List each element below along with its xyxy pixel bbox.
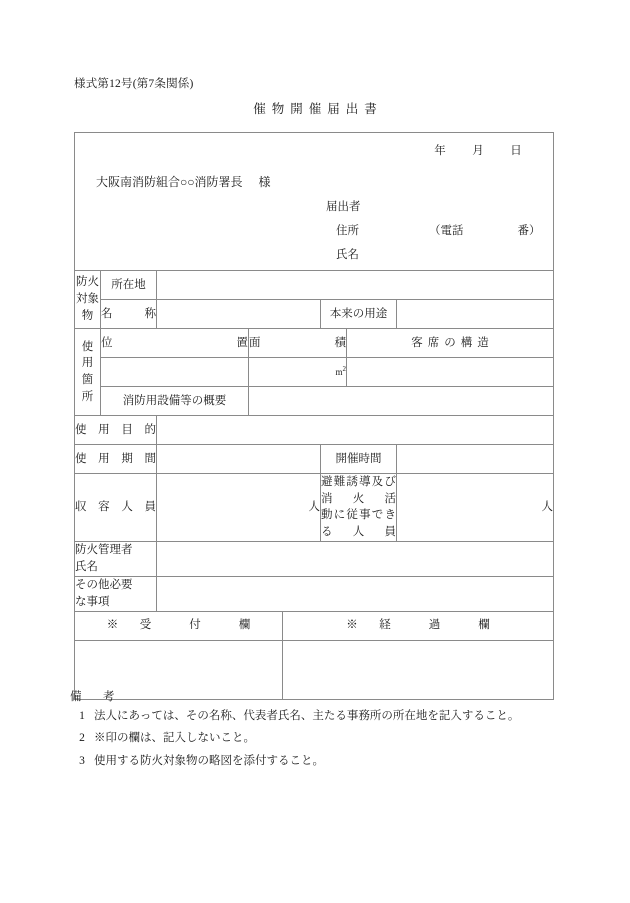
other-matters-label	[75, 576, 157, 611]
addressee-honorific: 様	[258, 175, 271, 189]
fire-equipment-label: 消防用設備等の概要	[101, 387, 249, 416]
evacuation-staff-label-line-1: 避難誘導及び消火活	[321, 476, 396, 505]
fire-manager-label-line-1: 防火管理者	[75, 544, 133, 557]
area-unit: $m^2$	[335, 364, 346, 377]
seat-structure-value[interactable]	[347, 358, 554, 387]
other-matters-row	[75, 576, 554, 611]
application-form-table	[74, 132, 554, 700]
notes-title: 備 考	[70, 691, 120, 703]
note-item	[70, 708, 570, 725]
note-text: ※印の欄は、記入しないこと。	[94, 732, 255, 745]
event-time-value[interactable]	[397, 445, 554, 474]
month-label: 月	[472, 145, 484, 157]
purpose-value[interactable]	[157, 416, 554, 445]
day-label: 日	[510, 145, 522, 157]
official-use-header-row	[75, 611, 554, 640]
other-matters-label-line-1: その他必要	[75, 579, 133, 592]
reception-column-label: ※ 受 付 欄	[75, 611, 283, 640]
capacity-label: 収容人員	[75, 474, 157, 542]
note-text: 使用する防火対象物の略図を添付すること。	[94, 754, 324, 767]
usage-place-label-line-2: 用	[81, 357, 94, 370]
capacity-value[interactable]	[157, 474, 321, 542]
usage-place-label-line-4: 所	[81, 390, 94, 403]
building-location-row	[75, 271, 554, 300]
usage-place-vertical-label	[75, 329, 101, 416]
applicant-label: 届出者	[326, 201, 361, 213]
original-use-value[interactable]	[397, 300, 554, 329]
event-time-label: 開催時間	[321, 445, 397, 474]
usage-place-header-row	[75, 329, 554, 358]
building-name-label: 名 称	[101, 300, 157, 329]
position-column-label: 位 置	[101, 329, 249, 358]
purpose-label: 使用目的	[75, 416, 157, 445]
fire-equipment-value[interactable]	[249, 387, 554, 416]
fire-manager-label-line-2: 氏名	[75, 560, 98, 573]
applicant-name-label: 氏名	[336, 249, 359, 261]
building-name-row	[75, 300, 554, 329]
seat-structure-column-label: 客席の構造	[347, 329, 554, 358]
building-location-label: 所在地	[101, 271, 157, 300]
fire-manager-label	[75, 541, 157, 576]
usage-place-value-row	[75, 358, 554, 387]
year-label: 年	[434, 145, 446, 157]
other-matters-value[interactable]	[157, 576, 554, 611]
building-name-value[interactable]	[157, 300, 321, 329]
telephone-close-label: 番）	[517, 225, 541, 237]
building-label-line-2: 対象	[76, 293, 99, 306]
purpose-row	[75, 416, 554, 445]
address-label: 住所	[336, 225, 359, 237]
evacuation-staff-label	[321, 474, 397, 542]
capacity-row	[75, 474, 554, 542]
fire-manager-value[interactable]	[157, 541, 554, 576]
period-value[interactable]	[157, 445, 321, 474]
note-number: 3	[79, 754, 85, 767]
building-vertical-label	[75, 271, 101, 329]
usage-place-label-line-3: 箇	[81, 374, 94, 386]
date-line	[421, 143, 535, 160]
applicant-address-line	[336, 223, 541, 240]
fire-equipment-row	[75, 387, 554, 416]
telephone-open-label: （電話	[429, 225, 464, 237]
evacuation-staff-label-line-2: 動に従事できる人員	[321, 509, 396, 539]
note-text: 法人にあっては、その名称、代表者氏名、主たる事務所の所在地を記入すること。	[94, 710, 520, 722]
area-column-label: 面 積	[249, 329, 347, 358]
building-location-value[interactable]	[157, 271, 554, 300]
note-item	[70, 730, 570, 747]
note-number: 1	[79, 710, 85, 722]
note-item	[70, 753, 570, 770]
period-label: 使用期間	[75, 445, 157, 474]
original-use-label: 本来の用途	[321, 300, 397, 329]
period-row	[75, 445, 554, 474]
form-header-row	[75, 133, 554, 271]
form-number: 様式第12号(第7条関係)	[74, 78, 194, 90]
note-number: 2	[79, 732, 85, 745]
evacuation-staff-unit: 人	[541, 501, 554, 513]
usage-place-label-line-1: 使	[81, 340, 94, 353]
position-value[interactable]	[101, 358, 249, 387]
notes-section	[70, 688, 570, 775]
other-matters-label-line-2: な事項	[75, 595, 110, 608]
building-label-line-1: 防火	[76, 276, 99, 289]
capacity-unit: 人	[308, 501, 320, 513]
addressee-line	[96, 174, 271, 191]
fire-manager-row	[75, 541, 554, 576]
addressee-name: 大阪南消防組合○○消防署長	[96, 175, 243, 189]
progress-column-label: ※ 経 過 欄	[283, 611, 554, 640]
evacuation-staff-value[interactable]	[397, 474, 554, 542]
header-cell	[75, 133, 554, 271]
building-label-line-3: 物	[81, 309, 94, 322]
document-title: 催物開催届出書	[253, 102, 383, 116]
area-value[interactable]	[249, 358, 347, 387]
